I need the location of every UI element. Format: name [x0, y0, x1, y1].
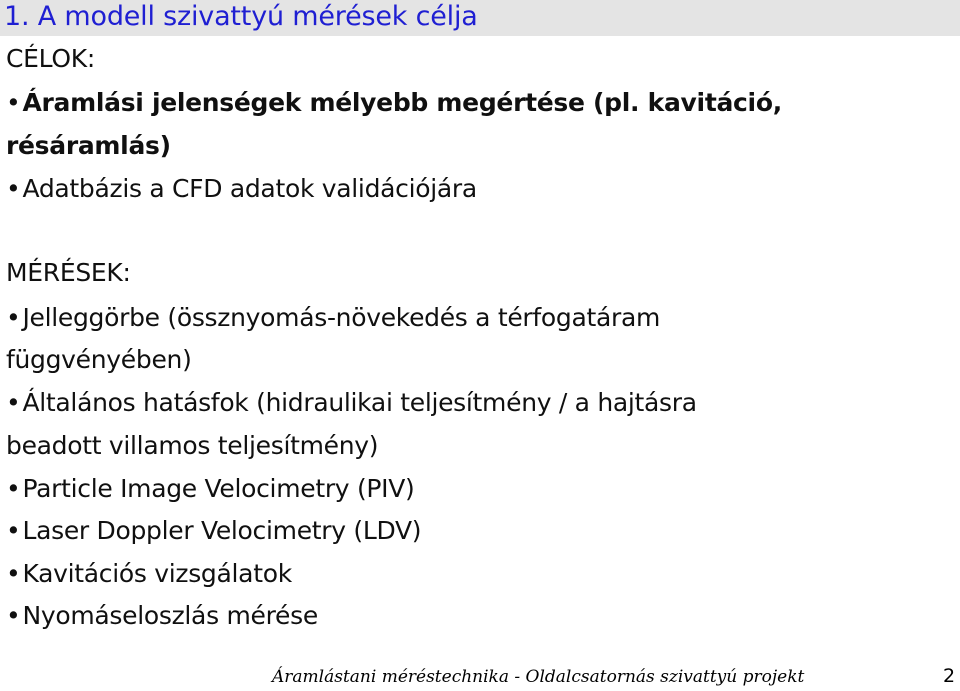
- goals-heading: CÉLOK:: [6, 44, 95, 73]
- measurement-item-1-line2: függvényében): [6, 345, 192, 374]
- footer-text: Áramlástani méréstechnika - Oldalcsatornás szivattyú projekt: [272, 667, 805, 687]
- goal-item-2-line1: Adatbázis a CFD adatok validációjára: [22, 174, 477, 203]
- measurement-item-1: [6, 303, 660, 333]
- title-band: [0, 0, 960, 36]
- measurement-item-6-line1: Nyomáseloszlás mérése: [22, 601, 318, 630]
- slide-title: 1. A modell szivattyú mérések célja: [4, 1, 478, 32]
- measurement-item-2-cont: [6, 431, 378, 461]
- goal-item-1: [6, 88, 782, 118]
- goal-item-2: [6, 174, 477, 204]
- measurement-item-5: [6, 559, 292, 589]
- measurement-item-4-line1: Laser Doppler Velocimetry (LDV): [22, 516, 422, 545]
- measurement-item-5-line1: Kavitációs vizsgálatok: [22, 559, 292, 588]
- measurement-item-1-line1: Jelleggörbe (össznyomás-növekedés a térfogatáram: [22, 303, 661, 332]
- page-number: 2: [943, 665, 956, 687]
- measurement-item-2: [6, 388, 697, 418]
- measurement-item-2-line1: Általános hatásfok (hidraulikai teljesítmény / a hajtásra: [22, 388, 697, 417]
- bullet: •: [6, 174, 21, 203]
- measurements-heading: MÉRÉSEK:: [6, 258, 131, 287]
- bullet: •: [6, 474, 21, 503]
- measurement-item-6: [6, 601, 318, 631]
- measurement-item-2-line2: beadott villamos teljesítmény): [6, 431, 379, 460]
- goal-item-1-line1: Áramlási jelenségek mélyebb megértése (pl. kavitáció,: [22, 88, 782, 117]
- bullet: •: [6, 559, 21, 588]
- bullet: •: [6, 516, 21, 545]
- measurement-item-1-cont: [6, 345, 192, 375]
- goal-item-1-cont: [6, 131, 171, 161]
- goal-item-1-line2: résáramlás): [6, 131, 171, 160]
- measurement-item-3: [6, 474, 415, 504]
- bullet: •: [6, 303, 21, 332]
- measurement-item-3-line1: Particle Image Velocimetry (PIV): [22, 474, 415, 503]
- bullet: •: [6, 388, 21, 417]
- bullet: •: [6, 88, 21, 117]
- bullet: •: [6, 601, 21, 630]
- measurement-item-4: [6, 516, 421, 546]
